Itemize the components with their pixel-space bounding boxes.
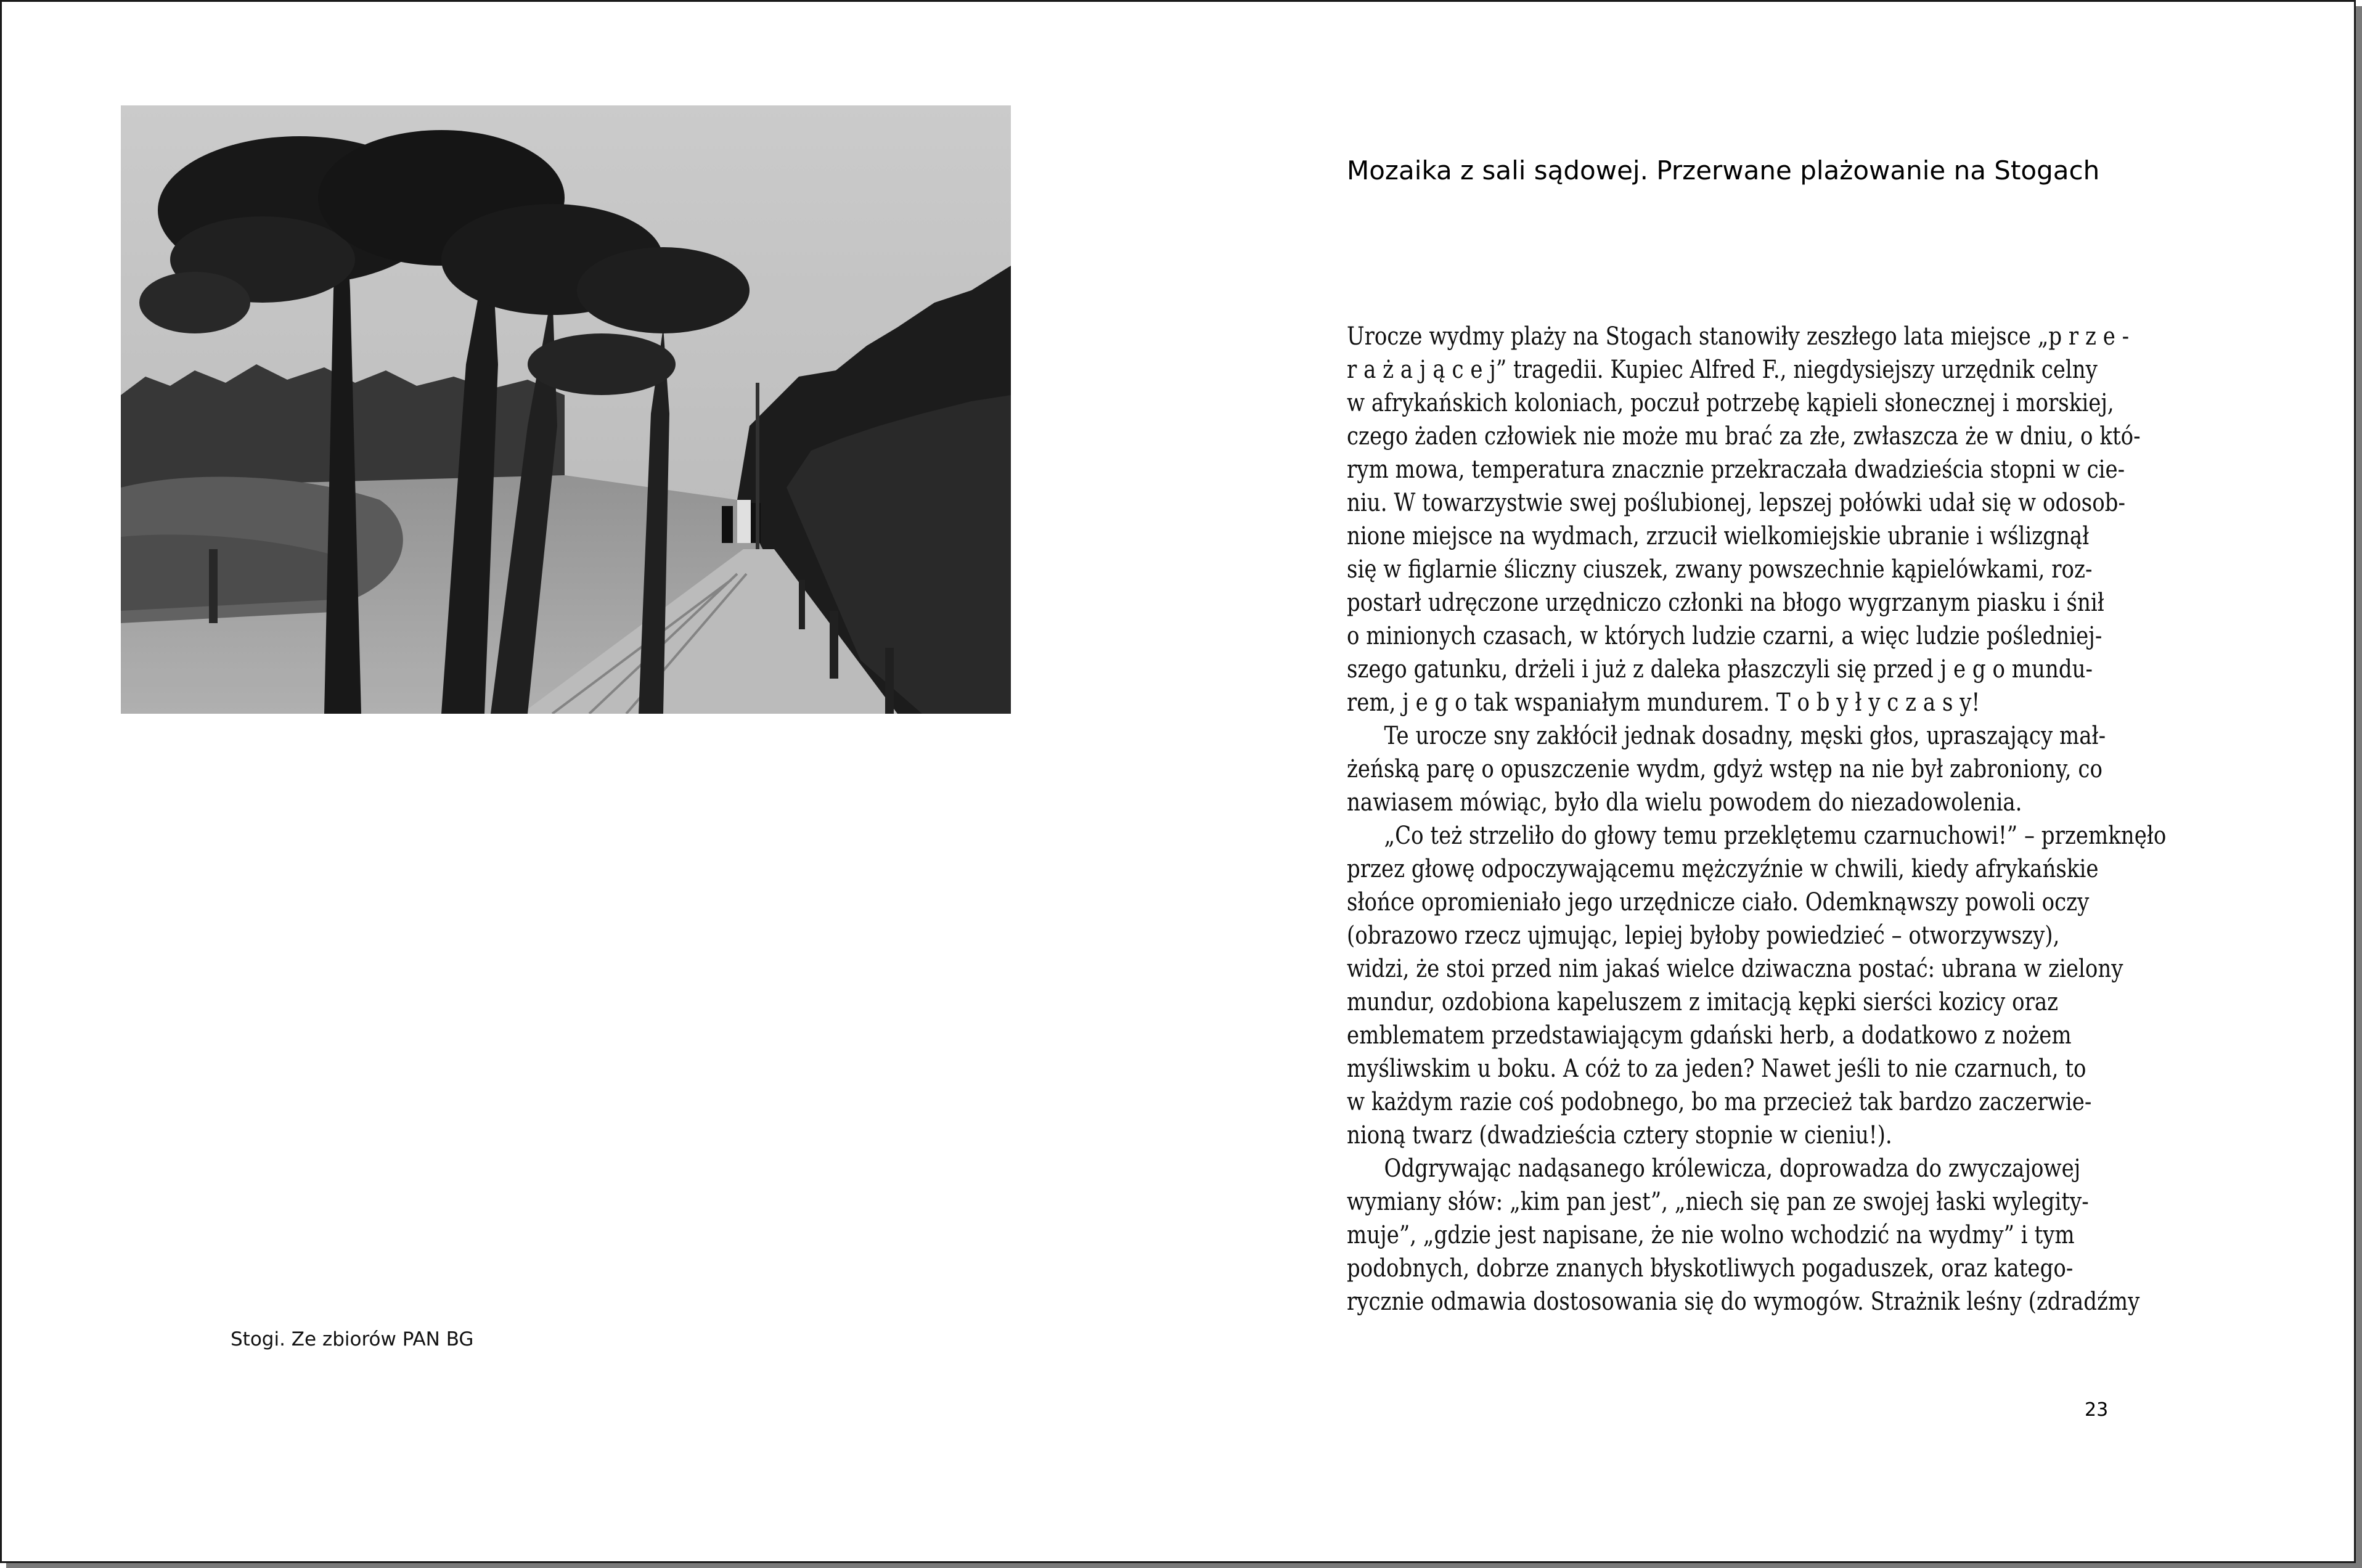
text-line: rycznie odmawia dostosowania się do wymogów. Strażnik leśny (zdradźmy bbox=[1347, 1286, 2140, 1316]
text-line: rem, j e g o tak wspaniałym mundurem. T o b y ł y c z a s y! bbox=[1347, 687, 1980, 717]
text-line: się w figlarnie śliczny ciuszek, zwany powszechnie kąpielówkami, roz- bbox=[1347, 554, 2093, 584]
text-line: mundur, ozdobiona kapeluszem z imitacją kępki sierści kozicy oraz bbox=[1347, 987, 2059, 1016]
text-line: „Co też strzeliło do głowy temu przeklętemu czarnuchowi!” – przemknęło bbox=[1384, 820, 2167, 850]
text-line: widzi, że stoi przed nim jakaś wielce dziwaczna postać: ubrana w zielony bbox=[1347, 953, 2123, 983]
text-line: r a ż a j ą c e j” tragedii. Kupiec Alfred F., niegdysiejszy urzędnik celny bbox=[1347, 354, 2098, 384]
page-shadow-right bbox=[2356, 6, 2362, 1568]
text-line: o minionych czasach, w których ludzie czarni, a więc ludzie pośledniej- bbox=[1347, 621, 2103, 650]
text-line: Odgrywając nadąsanego królewicza, doprowadza do zwyczajowej bbox=[1384, 1153, 2081, 1183]
text-line: emblematem przedstawiającym gdański herb, a dodatkowo z nożem bbox=[1347, 1020, 2072, 1050]
text-line: muje”, „gdzie jest napisane, że nie wolno wchodzić na wydmy” i tym bbox=[1347, 1220, 2075, 1249]
page-number: 23 bbox=[2085, 1399, 2109, 1421]
text-line: niu. W towarzystwie swej poślubionej, lepszej połówki udał się w odosob- bbox=[1347, 488, 2125, 517]
text-line: słońce opromieniało jego urzędnicze ciało. Odemknąwszy powoli oczy bbox=[1347, 887, 2090, 917]
text-line: czego żaden człowiek nie może mu brać za złe, zwłaszcza że w dniu, o któ- bbox=[1347, 421, 2141, 451]
text-line: (obrazowo rzecz ujmując, lepiej byłoby powiedzieć – otworzywszy), bbox=[1347, 920, 2060, 950]
text-line: Te urocze sny zakłócił jednak dosadny, męski głos, upraszający mał- bbox=[1384, 721, 2106, 750]
text-line: nioną twarz (dwadzieścia cztery stopnie w cieniu!). bbox=[1347, 1120, 1892, 1149]
text-line: Urocze wydmy plaży na Stogach stanowiły zeszłego lata miejsce „p r z e - bbox=[1347, 321, 2130, 351]
text-line: wymiany słów: „kim pan jest”, „niech się pan ze swojej łaski wylegity- bbox=[1347, 1186, 2089, 1216]
text-line: podobnych, dobrze znanych błyskotliwych pogaduszek, oraz katego- bbox=[1347, 1253, 2074, 1283]
text-line: myśliwskim u boku. A cóż to za jeden? Nawet jeśli to nie czarnuch, to bbox=[1347, 1053, 2086, 1083]
text-line: nawiasem mówiąc, było dla wielu powodem do niezadowolenia. bbox=[1347, 787, 2022, 817]
chapter-heading: Mozaika z sali sądowej. Przerwane plażowanie na Stogach bbox=[1347, 155, 2100, 186]
photo-caption: Stogi. Ze zbiorów PAN BG bbox=[231, 1328, 474, 1350]
text-line: żeńską parę o opuszczenie wydm, gdyż wstęp na nie był zabroniony, co bbox=[1347, 754, 2103, 783]
text-line: szego gatunku, drżeli i już z daleka płaszczyli się przed j e g o mundu- bbox=[1347, 654, 2093, 684]
forest-path-image bbox=[121, 105, 1011, 714]
text-line: nione miejsce na wydmach, zrzucił wielkomiejskie ubranie i wślizgnął bbox=[1347, 521, 2090, 550]
historical-photograph bbox=[121, 105, 1011, 714]
text-line: rym mowa, temperatura znacznie przekraczała dwadzieścia stopni w cie- bbox=[1347, 454, 2125, 484]
text-line: w afrykańskich koloniach, poczuł potrzebę kąpieli słonecznej i morskiej, bbox=[1347, 388, 2114, 417]
text-line: przez głowę odpoczywającemu mężczyźnie w chwili, kiedy afrykańskie bbox=[1347, 854, 2099, 883]
text-line: w każdym razie coś podobnego, bo ma przecież tak bardzo zaczerwie- bbox=[1347, 1087, 2092, 1116]
body-text bbox=[1347, 319, 2268, 1318]
page-shadow-bottom bbox=[6, 1563, 2362, 1568]
text-line: postarł udręczone urzędniczo członki na błogo wygrzanym piasku i śnił bbox=[1347, 587, 2104, 617]
